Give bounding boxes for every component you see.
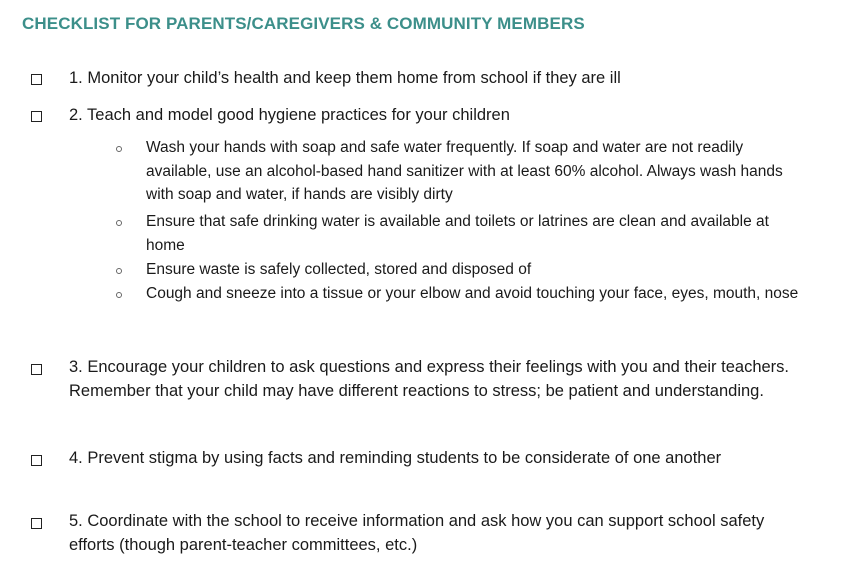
checkbox-icon[interactable] <box>31 111 42 122</box>
checkbox-icon[interactable] <box>31 74 42 85</box>
circle-bullet-icon <box>116 146 122 152</box>
checklist-item-text: 5. Coordinate with the school to receive information and ask how you can support school safety efforts (though parent-teacher committees, etc.) <box>69 512 765 554</box>
sub-list-item-text: Wash your hands with soap and safe water frequently. If soap and water are not readily available, use an alcohol-based hand sanitizer with at least 60% alcohol. Always wash hands with soap and water, if hands are visibly dirty <box>146 139 783 203</box>
checklist-item-text: 1. Monitor your child’s health and keep them home from school if they are ill <box>69 69 621 87</box>
checklist-item-5 <box>31 509 811 559</box>
checklist-item-2 <box>31 103 811 129</box>
circle-bullet-icon <box>116 220 122 226</box>
checklist-item-text: 3. Encourage your children to ask questions and express their feelings with you and their teachers. Remember that your child may have different reactions to stress; be patient and understanding. <box>69 358 789 400</box>
checklist-item-1 <box>31 66 811 92</box>
sub-list-item-text: Ensure waste is safely collected, stored and disposed of <box>146 261 532 278</box>
circle-bullet-icon <box>116 268 122 274</box>
checkbox-icon[interactable] <box>31 455 42 466</box>
checklist-item-text: 4. Prevent stigma by using facts and reminding students to be considerate of one another <box>69 449 722 467</box>
checkbox-icon[interactable] <box>31 518 42 529</box>
page-title: CHECKLIST FOR PARENTS/CAREGIVERS & COMMUNITY MEMBERS <box>22 14 585 33</box>
circle-bullet-icon <box>116 292 122 298</box>
sub-list-item-text: Ensure that safe drinking water is available and toilets or latrines are clean and available at home <box>146 213 769 254</box>
sub-list-item-text: Cough and sneeze into a tissue or your elbow and avoid touching your face, eyes, mouth, nose <box>146 285 799 302</box>
checklist-item-text: 2. Teach and model good hygiene practices for your children <box>69 106 510 124</box>
checklist-item-3 <box>31 355 811 431</box>
checkbox-icon[interactable] <box>31 364 42 375</box>
checklist-item-4 <box>31 446 811 496</box>
